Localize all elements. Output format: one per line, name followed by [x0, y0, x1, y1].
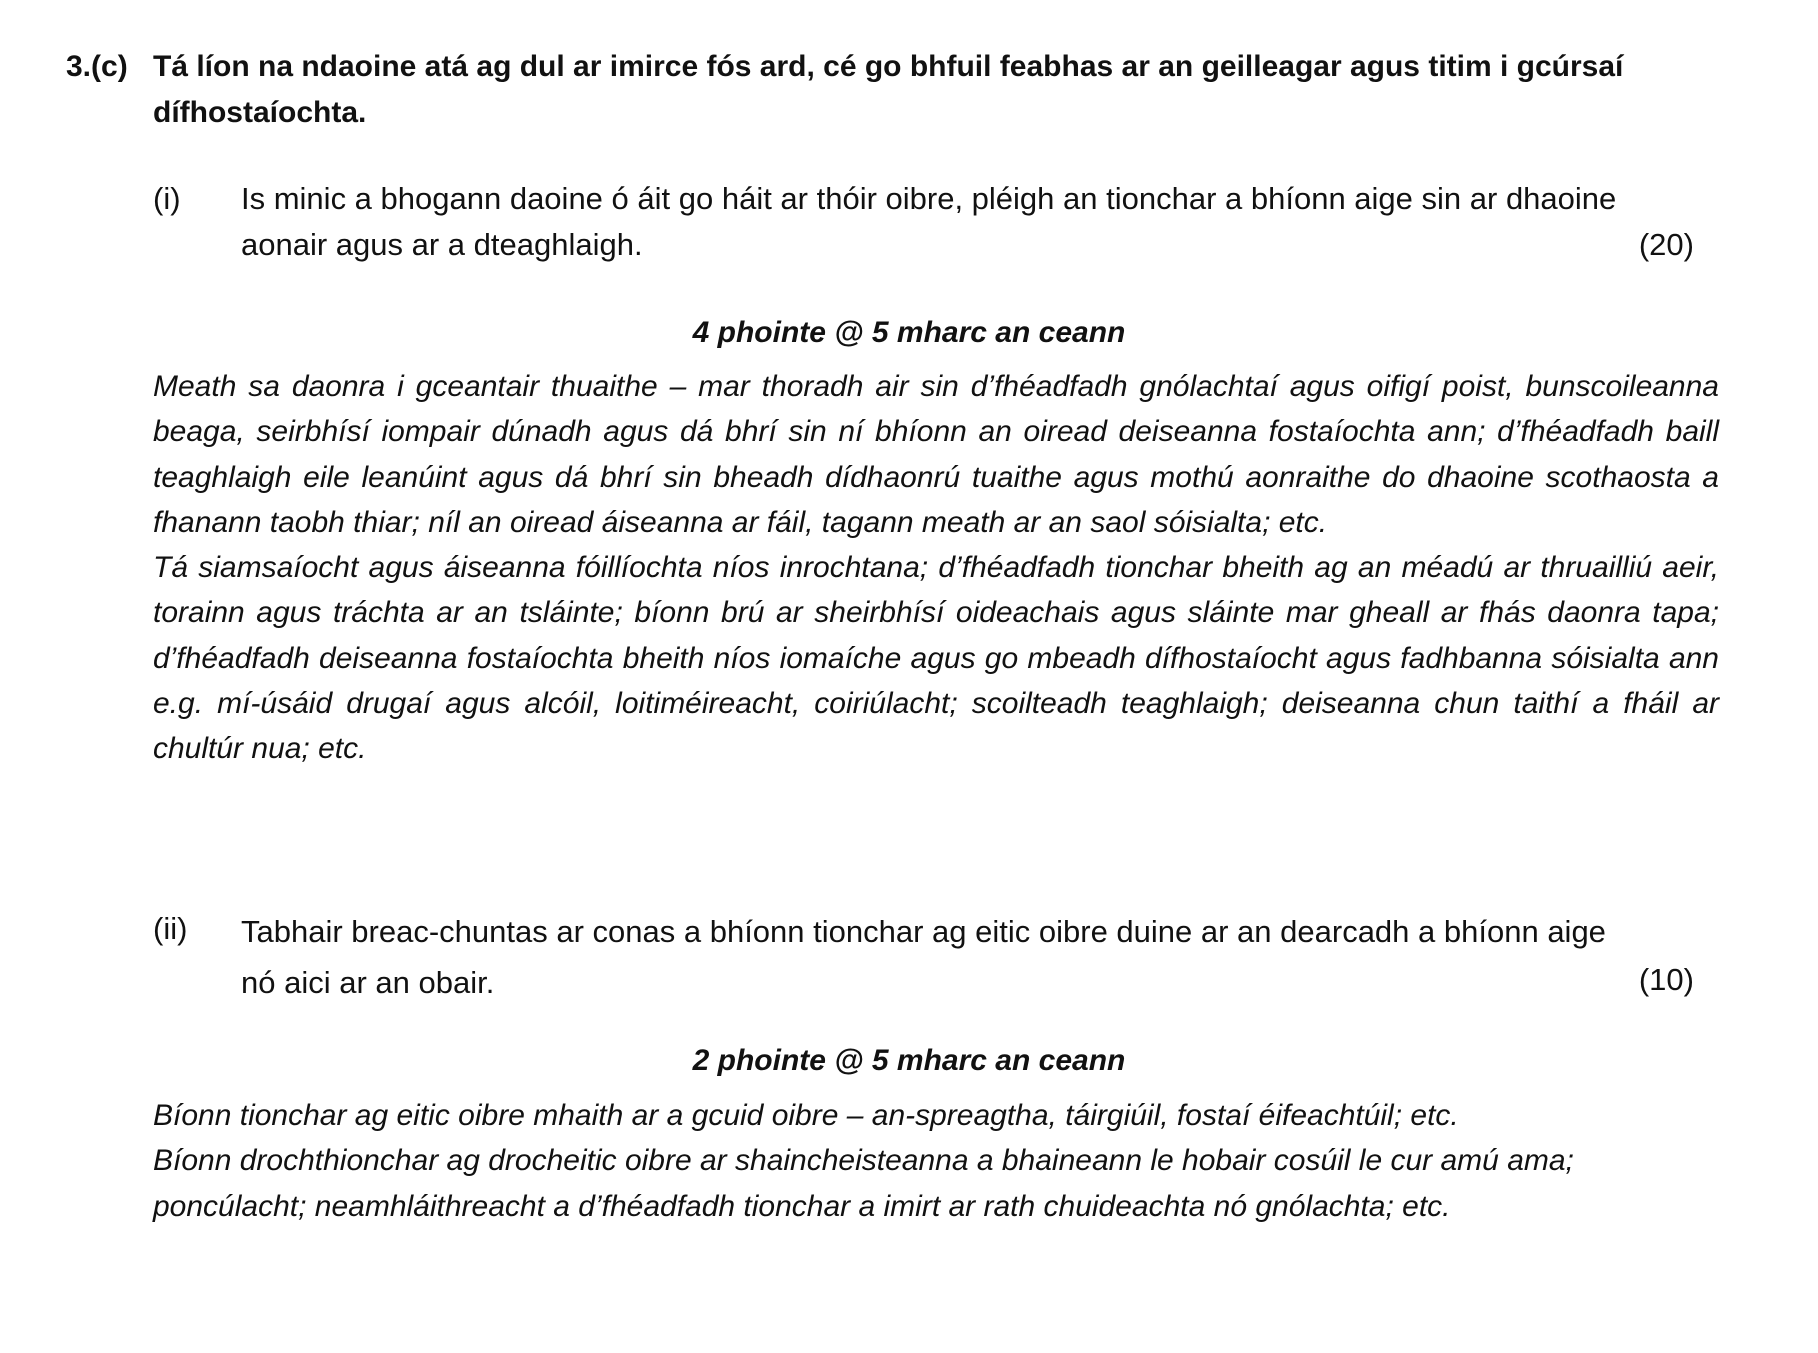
part-ii-marks: (10): [1638, 962, 1694, 997]
part-ii-answer-paragraph-1: Bíonn tionchar ag eitic oibre mhaith ar a gcuid oibre – an-spreagtha, táirgiúil, fostaí éifeachtúil; etc.: [153, 1099, 1459, 1132]
part-i-marks: (20): [1638, 227, 1694, 262]
question-number: 3.(c): [66, 50, 128, 83]
part-ii-label: (ii): [153, 911, 188, 946]
part-i-answer-paragraph-1: Meath sa daonra i gceantair thuaithe – mar thoradh air sin d’fhéadfadh gnólachtaí agus oifigí poist, bunscoileanna beaga, seirbhísí iompair dúnadh agus dá bhrí sin ní bhíonn an oiread deiseanna fostaíochta ann; d’fhéadfadh baill teaghlaigh eile leanúint agus dá bhrí sin bheadh dídhaonrú tuaithe agus mothú aonraithe do dhaoine scothaosta a fhanann taobh thiar; níl an oiread áiseanna ar fáil, tagann meath ar an saol sóisialta; etc.: [153, 370, 1719, 539]
part-i-answer: [153, 364, 1719, 772]
part-i-question: Is minic a bhogann daoine ó áit go háit ar thóir oibre, pléigh an tionchar a bhíonn aige sin ar dhaoine aonair agus ar a dteaghlaigh.: [241, 181, 1617, 262]
part-i-answer-paragraph-2: Tá siamsaíocht agus áiseanna fóillíochta níos inrochtana; d’fhéadfadh tionchar bheith ag an méadú ar thruailliú aeir, torainn agus tráchta ar an tsláinte; bíonn brú ar sheirbhísí oideachais agus sláinte mar gheall ar fhás daonra tapa; d’fhéadfadh deiseanna fostaíochta bheith níos iomaíche agus go mbeadh dífhostaíocht agus fadhbanna sóisialta ann e.g. mí-úsáid drugaí agus alcóil, loitiméireacht, coiriúlacht; scoilteadh teaghlaigh; deiseanna chun taithí a fháil ar chultúr nua; etc.: [153, 551, 1719, 766]
part-ii-scheme-heading: 2 phointe @ 5 mharc an ceann: [692, 1044, 1126, 1077]
part-i-label: (i): [153, 181, 181, 216]
part-ii-answer-paragraph-2: Bíonn drochthionchar ag drocheitic oibre ar shaincheisteanna a bhaineann le hobair cosúil le cur amú ama; poncúlacht; neamhláithreacht a d’fhéadfadh tionchar a imirt ar rath chuideachta nó gnólachta; etc.: [153, 1144, 1574, 1223]
part-i-scheme-heading: 4 phointe @ 5 mharc an ceann: [692, 316, 1126, 349]
part-ii-answer: [153, 1093, 1719, 1229]
part-ii-question: Tabhair breac-chuntas ar conas a bhíonn tionchar ag eitic oibre duine ar an dearcadh a bhíonn aige nó aici ar an obair.: [241, 914, 1606, 1000]
question-title: Tá líon na ndaoine atá ag dul ar imirce fós ard, cé go bhfuil feabhas ar an geilleagar agus titim i gcúrsaí dífhostaíochta.: [153, 50, 1624, 129]
